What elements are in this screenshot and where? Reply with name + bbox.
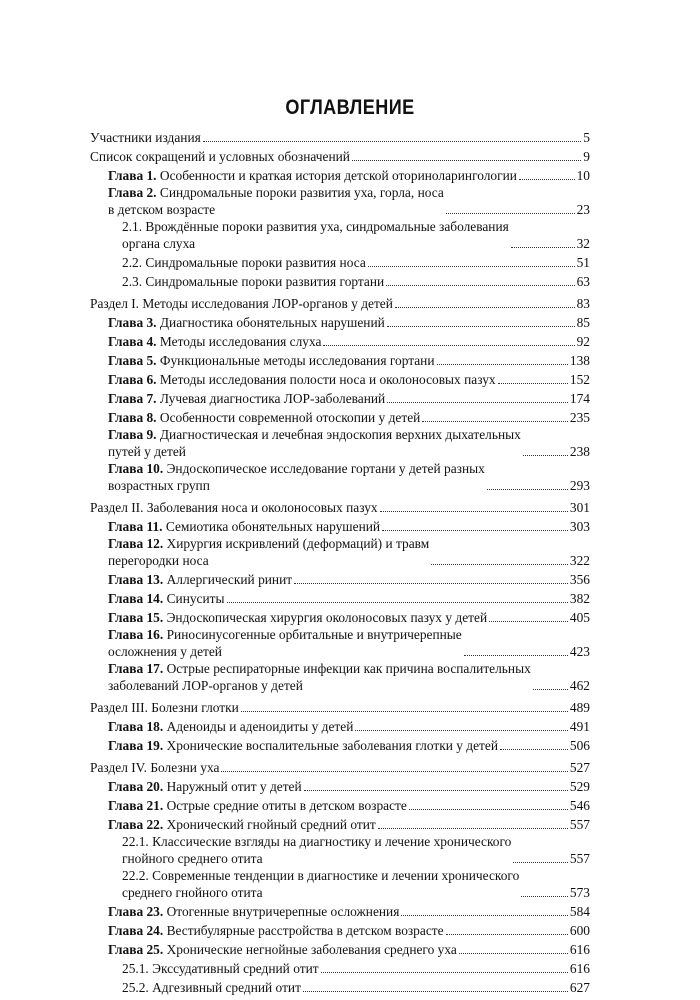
toc-entry: [90, 218, 590, 252]
page-number: 92: [576, 334, 590, 349]
chapter-number: Глава 15.: [108, 610, 164, 625]
dot-leader: [221, 771, 567, 772]
page-number: 138: [569, 353, 590, 368]
page-number: 235: [569, 410, 590, 425]
chapter-number: Глава 7.: [108, 391, 157, 406]
chapter-number: Глава 8.: [108, 410, 157, 425]
toc-entry: [90, 626, 590, 660]
dot-leader: [303, 991, 568, 992]
dot-leader: [519, 179, 575, 180]
entry-title-cont: заболеваний ЛОР-органов у детей: [108, 678, 303, 693]
chapter-number: Глава 9.: [108, 427, 157, 442]
dot-leader: [227, 602, 568, 603]
entry-title: Отогенные внутричерепные осложнения: [166, 904, 400, 919]
page-number: 423: [569, 644, 590, 659]
toc-entry: [90, 426, 590, 460]
entry-title: Эндоскопическая хирургия околоносовых пазух у детей: [166, 610, 488, 625]
page-number: 506: [569, 738, 590, 753]
entry-title: 25.2. Адгезивный средний отит: [122, 980, 301, 995]
toc-entry: [90, 350, 590, 369]
chapter-number: Глава 6.: [108, 372, 157, 387]
dot-leader: [437, 364, 568, 365]
page-number: 627: [569, 980, 590, 995]
entry-title: Наружный отит у детей: [166, 779, 302, 794]
dot-leader: [355, 730, 568, 731]
entry-title: Вестибулярные расстройства в детском возрасте: [166, 923, 444, 938]
chapter-number: Глава 18.: [108, 719, 164, 734]
page-number: 32: [576, 236, 590, 251]
dot-leader: [395, 307, 575, 308]
dot-leader: [382, 530, 568, 531]
entry-title: Функциональные методы исследования гортани: [159, 353, 435, 368]
dot-leader: [446, 213, 575, 214]
toc-entry: [90, 833, 590, 867]
entry-title: Диагностическая и лечебная эндоскопия верхних дыхательных: [159, 427, 521, 442]
toc-entry: [90, 716, 590, 735]
chapter-number: Глава 14.: [108, 591, 164, 606]
page-number: 616: [569, 961, 590, 976]
section-title: Раздел IV. Болезни уха: [90, 760, 220, 775]
toc-entry: [90, 184, 590, 218]
toc-entry: [90, 407, 590, 426]
page-number: 557: [569, 817, 590, 832]
toc-entry: [90, 735, 590, 754]
dot-leader: [523, 455, 568, 456]
chapter-number: Глава 19.: [108, 738, 164, 753]
dot-leader: [487, 489, 568, 490]
dot-leader: [464, 655, 568, 656]
toc-entry: [90, 795, 590, 814]
toc-entry: [90, 312, 590, 331]
entry-title: Острые респираторные инфекции как причина воспалительных: [166, 661, 531, 676]
entry-title: 2.1. Врождённые пороки развития уха, синдромальные заболевания: [122, 219, 509, 234]
chapter-number: Глава 2.: [108, 185, 157, 200]
entry-title: Хронические негнойные заболевания среднего уха: [166, 942, 457, 957]
page-number: 10: [576, 168, 590, 183]
dot-leader: [446, 934, 568, 935]
entry-title: 2.2. Синдромальные пороки развития носа: [122, 255, 366, 270]
chapter-number: Глава 25.: [108, 942, 164, 957]
page-title: ОГЛАВЛЕНИЕ: [285, 96, 415, 119]
toc-entry: [90, 127, 590, 146]
toc-entry: [90, 388, 590, 407]
page-number: 382: [569, 591, 590, 606]
dot-leader: [387, 326, 575, 327]
chapter-number: Глава 3.: [108, 315, 157, 330]
toc-entry: [90, 814, 590, 833]
chapter-number: Глава 16.: [108, 627, 164, 642]
chapter-number: Глава 21.: [108, 798, 164, 813]
entry-title-cont: перегородки носа: [108, 553, 209, 568]
entry-title-cont: осложнения у детей: [108, 644, 222, 659]
page-number: 557: [569, 851, 590, 866]
toc-section: [90, 757, 590, 776]
toc-section: [90, 697, 590, 716]
page-number: 9: [583, 149, 590, 164]
toc-entry: [90, 588, 590, 607]
dot-leader: [321, 972, 568, 973]
dot-leader: [241, 711, 568, 712]
toc-entry: [90, 331, 590, 350]
page-number: 238: [569, 444, 590, 459]
toc-entry: [90, 776, 590, 795]
toc-entry: [90, 146, 590, 165]
toc-entry: [90, 460, 590, 494]
chapter-number: Глава 20.: [108, 779, 164, 794]
dot-leader: [521, 896, 568, 897]
chapter-number: Глава 10.: [108, 461, 164, 476]
entry-title: Синуситы: [166, 591, 225, 606]
section-title: Раздел II. Заболевания носа и околоносовых пазух: [90, 500, 378, 515]
entry-title: Острые средние отиты в детском возрасте: [166, 798, 407, 813]
entry-title: Аллергический ринит: [166, 572, 293, 587]
entry-title-cont: среднего гнойного отита: [122, 885, 263, 900]
toc-entry: [90, 660, 590, 694]
toc-entry: [90, 607, 590, 626]
entry-title: Диагностика обонятельных нарушений: [159, 315, 385, 330]
page-number: 63: [576, 274, 590, 289]
dot-leader: [380, 511, 568, 512]
toc-entry: [90, 920, 590, 939]
entry-title: Аденоиды и аденоидиты у детей: [166, 719, 354, 734]
page-number: 83: [576, 296, 590, 311]
dot-leader: [203, 141, 582, 142]
dot-leader: [304, 790, 568, 791]
entry-title: Эндоскопическое исследование гортани у детей разных: [166, 461, 485, 476]
dot-leader: [401, 915, 568, 916]
entry-title: Особенности и краткая история детской оториноларингологии: [159, 168, 517, 183]
chapter-number: Глава 24.: [108, 923, 164, 938]
dot-leader: [431, 564, 568, 565]
page-number: 152: [569, 372, 590, 387]
section-title: Раздел I. Методы исследования ЛОР-органов у детей: [90, 296, 393, 311]
toc-entry: [90, 867, 590, 901]
page-number: 5: [583, 130, 590, 145]
page-number: 356: [569, 572, 590, 587]
chapter-number: Глава 22.: [108, 817, 164, 832]
entry-title: Хирургия искривлений (деформаций) и травм: [166, 536, 430, 551]
entry-title: Хронические воспалительные заболевания глотки у детей: [166, 738, 498, 753]
entry-title: 22.2. Современные тенденции в диагностике и лечении хронического: [122, 868, 520, 883]
dot-leader: [500, 749, 568, 750]
entry-title-cont: путей у детей: [108, 444, 186, 459]
dot-leader: [498, 383, 568, 384]
entry-title: Участники издания: [90, 130, 201, 145]
page-number: 322: [569, 553, 590, 568]
entry-title: Список сокращений и условных обозначений: [90, 149, 350, 164]
toc-entry: [90, 901, 590, 920]
dot-leader: [294, 583, 568, 584]
dot-leader: [422, 421, 568, 422]
dot-leader: [513, 862, 568, 863]
page-number: 489: [569, 700, 590, 715]
dot-leader: [459, 953, 568, 954]
table-of-contents: [90, 127, 590, 996]
chapter-number: Глава 5.: [108, 353, 157, 368]
entry-title: Синдромальные пороки развития уха, горла, носа: [159, 185, 444, 200]
toc-entry: [90, 252, 590, 271]
dot-leader: [323, 345, 574, 346]
entry-title: Методы исследования слуха: [159, 334, 322, 349]
page-number: 600: [569, 923, 590, 938]
toc-entry: [90, 271, 590, 290]
dot-leader: [511, 247, 575, 248]
entry-title: Лучевая диагностика ЛОР-заболеваний: [159, 391, 386, 406]
toc-entry: [90, 165, 590, 184]
entry-title-cont: возрастных групп: [108, 478, 210, 493]
section-title: Раздел III. Болезни глотки: [90, 700, 239, 715]
entry-title: Хронический гнойный средний отит: [166, 817, 376, 832]
page-number: 293: [569, 478, 590, 493]
toc-entry: [90, 569, 590, 588]
toc-entry: [90, 535, 590, 569]
toc-entry: [90, 516, 590, 535]
dot-leader: [352, 160, 581, 161]
page-number: 85: [576, 315, 590, 330]
chapter-number: Глава 1.: [108, 168, 157, 183]
dot-leader: [386, 285, 574, 286]
chapter-number: Глава 12.: [108, 536, 164, 551]
dot-leader: [533, 689, 568, 690]
page-number: 573: [569, 885, 590, 900]
entry-title: 25.1. Экссудативный средний отит: [122, 961, 319, 976]
toc-entry: [90, 939, 590, 958]
toc-section: [90, 497, 590, 516]
page-number: 462: [569, 678, 590, 693]
entry-title: 22.1. Классические взгляды на диагностику и лечение хронического: [122, 834, 512, 849]
page-number: 174: [569, 391, 590, 406]
entry-title-cont: органа слуха: [122, 236, 196, 251]
dot-leader: [489, 621, 568, 622]
entry-title-cont: в детском возрасте: [108, 202, 216, 217]
entry-title: Методы исследования полости носа и околоносовых пазух: [159, 372, 496, 387]
toc-entry: [90, 369, 590, 388]
page-number: 546: [569, 798, 590, 813]
dot-leader: [387, 402, 568, 403]
entry-title: 2.3. Синдромальные пороки развития гортани: [122, 274, 385, 289]
entry-title: Особенности современной отоскопии у детей: [159, 410, 421, 425]
toc-entry: [90, 958, 590, 977]
page-number: 303: [569, 519, 590, 534]
page-number: 616: [569, 942, 590, 957]
chapter-number: Глава 17.: [108, 661, 164, 676]
dot-leader: [368, 266, 575, 267]
dot-leader: [409, 809, 568, 810]
page-number: 23: [576, 202, 590, 217]
entry-title: Семиотика обонятельных нарушений: [165, 519, 381, 534]
page-number: 51: [576, 255, 590, 270]
chapter-number: Глава 11.: [108, 519, 163, 534]
chapter-number: Глава 23.: [108, 904, 164, 919]
page-number: 301: [569, 500, 590, 515]
dot-leader: [378, 828, 568, 829]
entry-title: Риносинусогенные орбитальные и внутричерепные: [166, 627, 462, 642]
page-number: 491: [569, 719, 590, 734]
entry-title-cont: гнойного среднего отита: [122, 851, 263, 866]
page-number: 584: [569, 904, 590, 919]
toc-section: [90, 293, 590, 312]
page-number: 405: [569, 610, 590, 625]
toc-entry: [90, 977, 590, 996]
page-number: 527: [569, 760, 590, 775]
chapter-number: Глава 4.: [108, 334, 157, 349]
page-number: 529: [569, 779, 590, 794]
chapter-number: Глава 13.: [108, 572, 164, 587]
